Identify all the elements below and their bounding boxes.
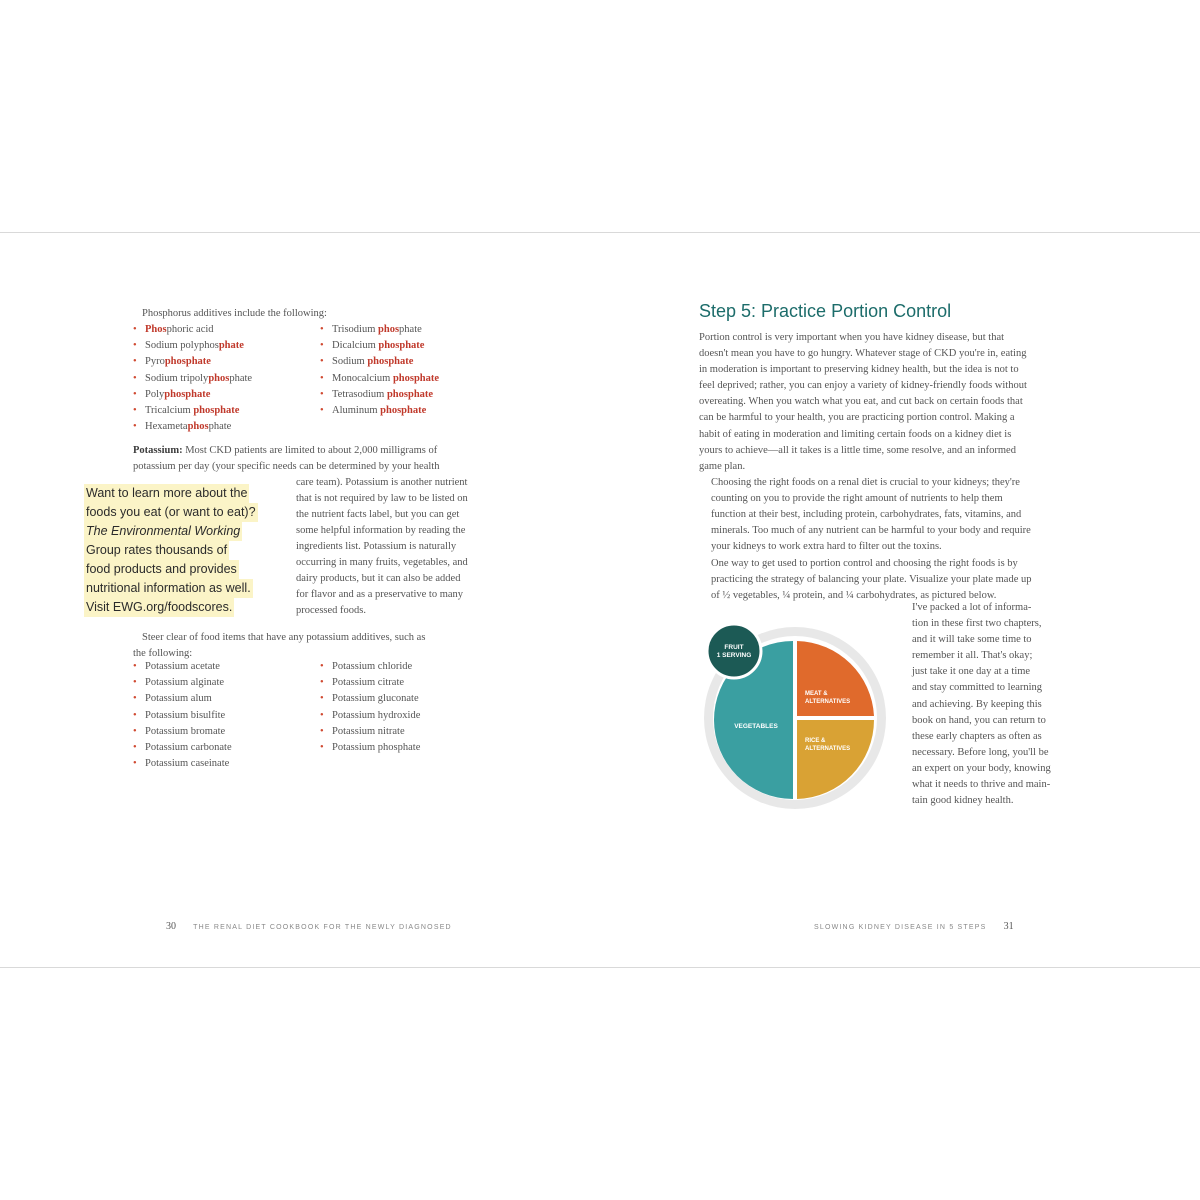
potassium-additives-intro [133, 630, 512, 662]
text-line: some helpful information by reading the [296, 525, 466, 536]
text-line: doesn't mean you have to go hungry. Whatever stage of CKD you're in, eating [699, 348, 1027, 360]
text-line: tain good kidney health. [912, 795, 1014, 807]
grain-label-2: ALTERNATIVES [805, 746, 851, 752]
list-item: • Potassium nitrate [320, 724, 420, 740]
list-item: • Potassium citrate [320, 675, 420, 691]
list-item: • Tricalcium phosphate [133, 403, 252, 419]
text-line: Portion control is very important when you have kidney disease, but that [699, 332, 1005, 343]
text-line: One way to get used to portion control and choosing the right foods is by [711, 558, 1018, 569]
text-line: and achieving. By keeping this [912, 698, 1042, 710]
text-line: for flavor and as a preservative to many [296, 589, 464, 600]
meat-label-1: MEAT & [805, 691, 828, 697]
potassium-list-col1 [133, 659, 232, 772]
text-line: and it will take some time to [912, 634, 1032, 646]
fruit-label-2: 1 SERVING [716, 652, 752, 659]
text-line: can be harmful to your health, you are practicing portion control. Making a [699, 412, 1015, 424]
list-item: • Trisodium phosphate [320, 322, 439, 338]
list-item: • Potassium caseinate [133, 756, 232, 772]
text-line: processed foods. [296, 605, 366, 616]
text-line: book on hand, you can return to [912, 714, 1046, 726]
text-line: in moderation is important to preserving kidney health, but the idea is not to [699, 364, 1019, 376]
phosphorus-list-col1 [133, 322, 252, 435]
book-spread [0, 232, 1200, 968]
list-item: • Potassium alum [133, 691, 232, 707]
text-line: ingredients list. Potassium is naturally [296, 541, 457, 552]
list-item: • Sodium tripolyphosphate [133, 371, 252, 387]
list-item: • Aluminum phosphate [320, 403, 439, 419]
balanced-plate-diagram [700, 623, 890, 813]
list-item: • Potassium hydroxide [320, 708, 420, 724]
text-line: dairy products, but it can also be added [296, 573, 461, 584]
paragraph-balancing-plate [699, 556, 1067, 604]
text-line: remember it all. That's okay; [912, 650, 1033, 662]
page-number-right: 31 [1003, 921, 1014, 932]
phosphorus-list-col2 [320, 322, 439, 419]
list-item: • Potassium bromate [133, 724, 232, 740]
text-line: yours to achieve—all it takes is a little time, some resolve, and an informed [699, 444, 1016, 456]
text-line: care team). Potassium is another nutrient [296, 477, 468, 488]
text-line: your kidneys to work extra hard to filter out the toxins. [711, 541, 942, 553]
list-item: • Potassium acetate [133, 659, 232, 675]
text-line: practicing the strategy of balancing your plate. Visualize your plate made up [711, 574, 1032, 586]
paragraph-portion-control [699, 330, 1067, 475]
potassium-line-1: Most CKD patients are limited to about 2,000 milligrams of [185, 445, 438, 456]
fruit-badge [707, 624, 761, 678]
text-line: game plan. [699, 460, 746, 472]
potassium-line-2: potassium per day (your specific needs can be determined by your health [133, 461, 440, 472]
sidebar-callout [84, 484, 284, 617]
text-line: function at their best, including protein, carbohydrates, fats, vitamins, and [711, 509, 1022, 521]
text-line: I've packed a lot of informa- [912, 602, 1032, 613]
additives-intro-line-1: Steer clear of food items that have any potassium additives, such as [142, 632, 426, 643]
running-head-right: SLOWING KIDNEY DISEASE IN 5 STEPS [814, 924, 987, 931]
text-line: Choosing the right foods on a renal diet is crucial to your kidneys; they're [711, 477, 1020, 488]
list-item: • Hexametaphosphate [133, 419, 252, 435]
potassium-wrap-text [296, 475, 506, 619]
vegetables-label: VEGETABLES [734, 723, 778, 730]
list-item: • Potassium bisulfite [133, 708, 232, 724]
text-line: the nutrient facts label, but you can get [296, 509, 460, 520]
text-line: these early chapters as often as [912, 730, 1042, 742]
list-item: • Sodium phosphate [320, 354, 439, 370]
potassium-list-col2 [320, 659, 420, 756]
text-line: tion in these first two chapters, [912, 618, 1042, 630]
text-line: what it needs to thrive and main- [912, 779, 1051, 791]
list-item: • Potassium alginate [133, 675, 232, 691]
text-line: just take it one day at a time [912, 666, 1031, 678]
plate-wrap-text [912, 600, 1070, 809]
meat-label-2: ALTERNATIVES [805, 699, 851, 705]
section-title: Step 5: Practice Portion Control [699, 301, 952, 321]
text-line: an expert on your body, knowing [912, 762, 1051, 774]
text-line: of ½ vegetables, ¼ protein, and ¼ carbohydrates, as pictured below. [711, 590, 997, 602]
grain-segment [797, 720, 874, 799]
text-line: feel deprived; rather, you can enjoy a variety of kidney-friendly foods without [699, 380, 1027, 392]
list-item: • Tetrasodium phosphate [320, 387, 439, 403]
text-line: minerals. Too much of any nutrient can be harmful to your body and require [711, 525, 1031, 537]
list-item: • Phosphoric acid [133, 322, 252, 338]
left-footer [166, 921, 452, 932]
sidebar-link-line: Visit EWG.org/foodscores. [84, 598, 234, 617]
text-line: necessary. Before long, you'll be [912, 746, 1049, 758]
text-line: that is not required by law to be listed on [296, 493, 468, 504]
grain-label-1: RICE & [805, 738, 826, 744]
list-item: • Potassium carbonate [133, 740, 232, 756]
text-line: and stay committed to learning [912, 682, 1043, 694]
sidebar-line: food products and provides [84, 560, 239, 579]
fruit-label-1: FRUIT [724, 644, 744, 651]
sidebar-line: foods you eat (or want to eat)? [84, 503, 258, 522]
phosphorus-intro: Phosphorus additives include the following: [142, 308, 327, 319]
sidebar-line: Want to learn more about the [84, 484, 249, 503]
paragraph-choosing-foods [699, 475, 1067, 555]
sidebar-line: Group rates thousands of [84, 541, 229, 560]
text-line: habit of eating in moderation and limiting certain foods on a kidney diet is [699, 428, 1012, 440]
sidebar-line: nutritional information as well. [84, 579, 253, 598]
list-item: • Potassium chloride [320, 659, 420, 675]
list-item: • Monocalcium phosphate [320, 371, 439, 387]
list-item: • Potassium phosphate [320, 740, 420, 756]
text-line: counting on you to provide the right amount of nutrients to help them [711, 493, 1003, 505]
running-head-left: THE RENAL DIET COOKBOOK FOR THE NEWLY DIAGNOSED [193, 924, 452, 931]
list-item: • Dicalcium phosphate [320, 338, 439, 354]
sidebar-line: The Environmental Working [84, 522, 242, 541]
right-footer [814, 921, 1014, 932]
potassium-paragraph [133, 443, 503, 475]
list-item: • Sodium polyphosphate [133, 338, 252, 354]
page-number-left: 30 [166, 921, 176, 932]
text-line: occurring in many fruits, vegetables, and [296, 557, 468, 568]
list-item: • Pyrophosphate [133, 354, 252, 370]
list-item: • Polyphosphate [133, 387, 252, 403]
list-item: • Potassium gluconate [320, 691, 420, 707]
additives-intro-line-2: the following: [133, 648, 193, 659]
potassium-lead: Potassium: [133, 445, 183, 456]
text-line: overeating. When you watch what you eat, and cut back on certain foods that [699, 396, 1023, 408]
